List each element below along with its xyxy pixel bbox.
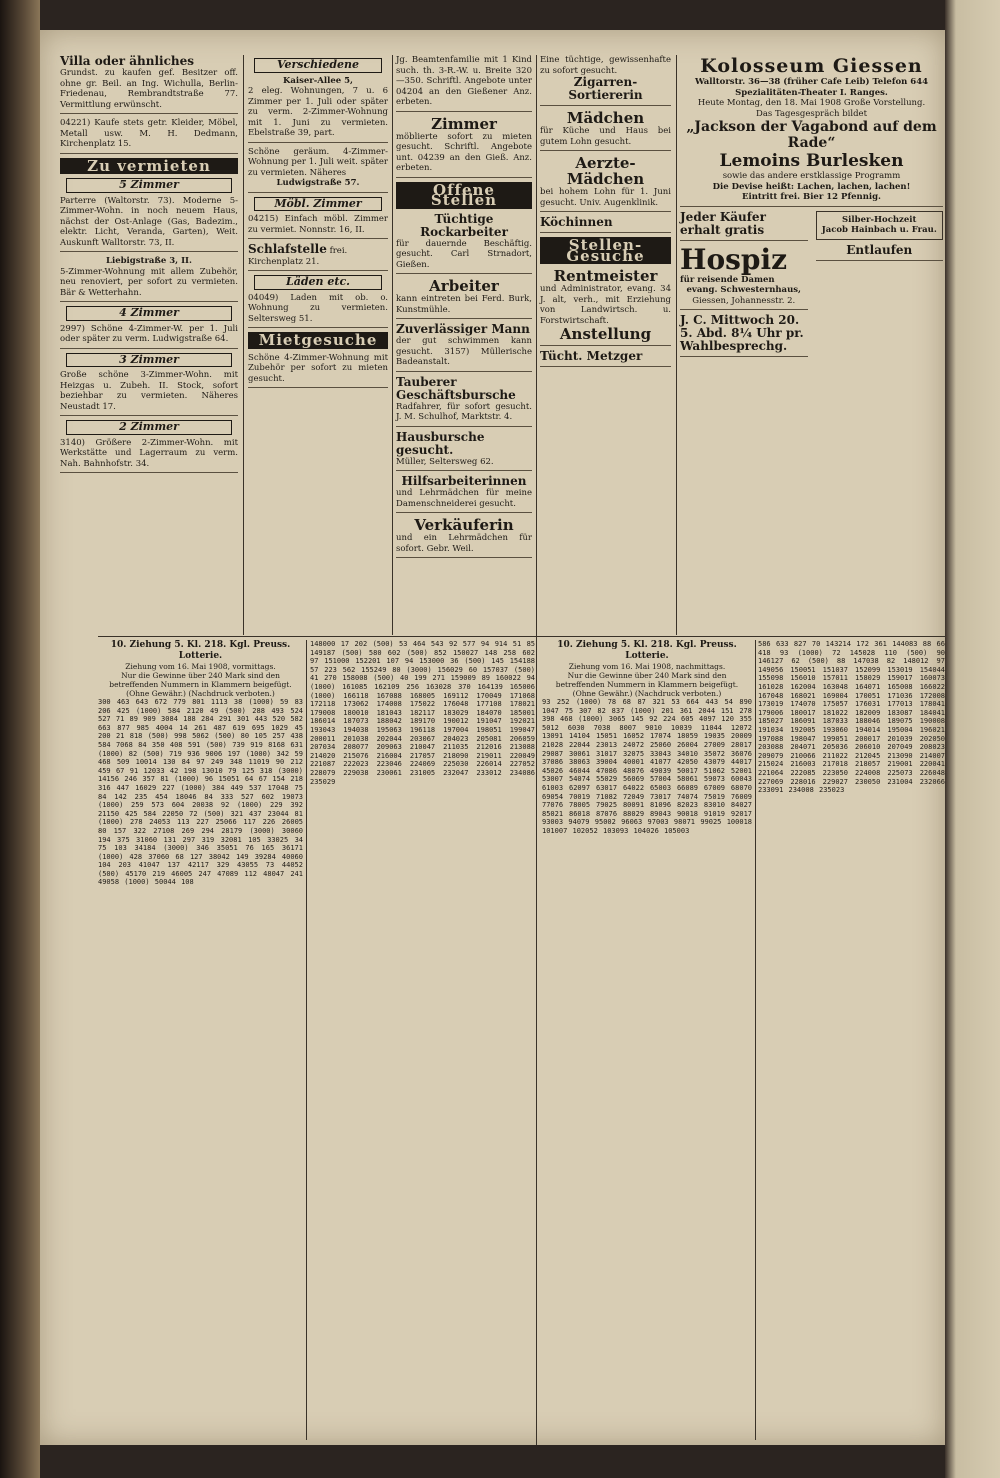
ad-jeder: [680, 211, 808, 241]
category-heading: Möbl. Zimmer: [254, 197, 382, 212]
lottery-numbers: 93 252 (1000) 78 68 87 321 53 664 443 54 890 1047 75 307 82 837 (1000) 201 361 2044 151 278 398 468 (1000) 3065 145 92 224 605 4097 120 355 5012 6030 7038 8007 9010 10039 11044 12072 13091 14104 15051 16052 17074 18059 19035 20009 21028 22044 23013 24072 25060 26004 27009 28017 29087 30061 31017 32075 33043 34010 35072 36076 37086 38063 39004 40001 41077 42050 43079 44017 45026 46044 47086 48076 49039 50017 51062 52001 53007 54074 55029 56069 57004 58061 59073 60043 61003 62097 63017 64022 65003 66089 67009 68070 69054 70019 71082 72049 73017 74074 75019 76009 77076 78005 79025 80091 81096 82023 83010 84027 85021 86018 87076 88029 89043 90018 91019 92017 93003 94079 95002 96063 97003 98071 99025 100018 101007 102052 103093 104026 105003: [542, 698, 752, 835]
ad-text: Walltorstr. 36—38 (früher Cafe Leib) Telefon 644: [694, 77, 929, 87]
ad-zimmer: [396, 116, 532, 178]
ad-heading: Silber-Hochzeit: [842, 214, 917, 225]
ad-heading: Ludwigstraße 57.: [276, 178, 360, 188]
ad-text: sowie das andere erstklassige Programm: [722, 171, 901, 181]
ad-heading: Tüchtige Rockarbeiter: [420, 211, 508, 239]
section-banner: Zu vermieten: [60, 158, 238, 175]
ad-text: 5-Zimmer-Wohnung mit allem Zubehör, neu renoviert, per sofort zu vermieten. Bär & Wetterhahn.: [60, 266, 238, 298]
ad-hausbursche: [396, 431, 532, 472]
ad-text: Parterre (Waltorstr. 73). Moderne 5-Zimmer-Wohn. in noch neuem Haus, nächst der Ost-Anlage (Gas, Badezim., elektr. Licht, Veranda, Garten), Weit. Auskunft Walltorstr. 73, II.: [60, 195, 238, 248]
lottery-list-morning: [98, 640, 303, 1435]
ad-text: 04215) Einfach möbl. Zimmer zu vermiet. Nonnstr. 16, II.: [248, 214, 388, 235]
ad-text: Spezialitäten-Theater I. Ranges.: [735, 87, 888, 98]
ad-heading: „Jackson der Vagabond auf dem Rade“: [686, 119, 937, 151]
category-heading: 4 Zimmer: [66, 306, 232, 321]
ad-text: und ein Lehrmädchen für sofort. Gebr. Weil.: [396, 533, 532, 554]
ad-kaiser: [248, 76, 388, 143]
ad-liebig: [60, 256, 238, 302]
ad-schlafstelle: [248, 243, 388, 271]
ad-rentmeister: [540, 268, 671, 346]
ad-geschaeftsbursche: [396, 376, 532, 427]
ad-text: Jacob Hainbach u. Frau.: [821, 225, 937, 235]
ad-text: Müller, Seltersweg 62.: [396, 456, 494, 467]
ad-heading: erhalt gratis: [680, 222, 765, 237]
lottery-list-morning-cont: [310, 640, 535, 1435]
classifieds-column-3: [394, 55, 534, 633]
lottery-heading: 10. Ziehung 5. Kl. 218. Kgl. Preuss. Lotterie.: [557, 640, 737, 661]
ad-heading: Tücht. Metzger: [540, 349, 643, 363]
ad-heading: Köchinnen: [540, 215, 613, 229]
ad-koechinnen: [540, 216, 671, 233]
ad-verkaeuferin: [396, 517, 532, 558]
ad-text: Grundst. zu kaufen gef. Besitzer off. ohne gr. Beil. an Ing. Wichulla, Berlin-Friedenau, Rembrandtstraße 77. Vermittlung erwünscht.: [60, 68, 238, 110]
ad-text: Jg. Beamtenfamilie mit 1 Kind such. th. 3-R.-W. u. Breite 320—350. Schriftl. Angebote unter 04204 an den Gießener Anz. erbeten.: [396, 55, 532, 107]
ad-ludwig: [248, 147, 388, 193]
ad-text: für Küche und Haus bei gutem Lohn gesucht.: [540, 126, 671, 147]
ad-heading: Anstellung: [559, 325, 652, 343]
ad-heading: Villa oder ähnliches: [60, 55, 195, 68]
binding-spine: [0, 0, 40, 1478]
ad-heading: Kolosseum Giessen: [700, 55, 923, 77]
ad-text: 04221) Kaufe stets getr. Kleider, Möbel, Metall usw. M. H. Dedmann, Kirchenplatz 15.: [60, 118, 238, 149]
ad-heading: Kaiser-Allee 5,: [282, 75, 354, 86]
ad-text: Schöne geräum. 4-Zimmer-Wohnung per 1. Juli weit. später zu vermieten. Näheres: [248, 146, 388, 178]
ad-kolosseum: [680, 55, 943, 207]
column-rule: [306, 640, 307, 1440]
ad-kaufe: [60, 118, 238, 154]
ad-mann: [396, 323, 532, 372]
ad-text: kann eintreten bei Ferd. Burk, Kunstmühle.: [396, 294, 532, 315]
ad-mobl: [248, 214, 388, 239]
ad-heading: Liebigstraße 3, II.: [106, 256, 192, 266]
ad-arbeiter: [396, 278, 532, 319]
category-heading: 5 Zimmer: [66, 178, 232, 193]
ad-zigarren: [540, 55, 671, 106]
ad-text: Die Devise heißt: Lachen, lachen, lachen!: [712, 181, 911, 192]
ad-laden: [248, 293, 388, 329]
ad-heading: J. C. Mittwoch 20. 5. Abd. 8¼ Uhr pr. Wahlbesprechg.: [680, 313, 804, 353]
ad-heading: Schlafstelle: [248, 242, 327, 256]
ad-text: Eintritt frei. Bier 12 Pfennig.: [741, 192, 882, 202]
column-rule: [536, 55, 537, 1445]
ad-text: Radfahrer, für sofort gesucht. J. M. Schulhof, Marktstr. 4.: [396, 401, 532, 422]
ad-silber: [816, 211, 944, 240]
ad-text: Das Tagesgespräch bildet: [756, 108, 867, 119]
adjacent-page-edge: [945, 0, 1000, 1478]
category-heading: 2 Zimmer: [66, 420, 232, 435]
ad-zimmer3: [60, 370, 238, 416]
ad-text: möblierte sofort zu mieten gesucht. Schriftl. Angebote unt. 04239 an den Gieß. Anz. erbeten.: [396, 131, 532, 173]
ad-heading: Hausbursche gesucht.: [396, 429, 485, 457]
ad-heading: Hospiz: [680, 242, 788, 276]
column-rule: [676, 55, 677, 635]
ad-heading: Lemoins Burlesken: [719, 151, 904, 171]
ad-zimmer5: [60, 196, 238, 253]
ad-text: für dauernde Beschäftig. gesucht. Carl Strnadort, Gießen.: [396, 238, 532, 270]
ad-zimmer2: [60, 438, 238, 474]
ad-heading: Zigarren-Sortiererin: [568, 75, 643, 102]
lottery-date: Ziehung vom 16. Mai 1908, vormittags.: [125, 662, 276, 671]
ad-entlaufen: [816, 244, 944, 261]
ad-mittwoch: [680, 314, 808, 357]
lottery-note: Nur die Gewinne über 240 Mark sind den betreffenden Nummern in Klammern beigefügt.: [109, 671, 292, 689]
ad-zimmer4: [60, 324, 238, 349]
ad-text: 04049) Laden mit ob. o. Wohnung zu vermieten. Seltersweg 51.: [248, 292, 388, 324]
ad-heading: Hilfsarbeiterinnen: [401, 474, 527, 488]
section-banner: Mietgesuche: [248, 332, 388, 349]
lottery-numbers: 586 633 827 70 143214 172 361 144083 88 66 418 93 (1000) 72 145028 110 (500) 90 146127 62 (500) 88 147038 82 148012 97 149056 150051 151037 152099 153019 154044 155098 156010 157011 158029 159017 160073 161028 162004 163048 164071 165008 166022 167048 168021 169004 170051 171036 172008 173019 174070 175057 176031 177013 178041 179006 180017 181022 182009 183087 184041 185027 186091 187033 188046 189075 190008 191034 192005 193060 194014 195004 196021 197088 198047 199051 200017 201039 202050 203088 204071 205036 206010 207049 208023 209079 210066 211022 212045 213090 214007 215024 216003 217018 218057 219001 220041 221064 222085 223050 224008 225073 226048 227069 228016 229027 230050 231004 232066 233091 234008 235023: [758, 640, 945, 795]
ad-heading: Zimmer: [431, 114, 497, 133]
lottery-numbers: 148000 17 202 (500) 53 464 543 92 577 94 914 51 85 149187 (500) 580 602 (500) 852 150027 148 258 602 97 151000 152201 107 94 153000 36 (500) 145 154188 57 223 562 155249 80 (3000) 156029 60 157037 (500) 41 270 158008 (500) 40 199 271 159009 89 160022 94 (1000) 161085 162109 256 163028 370 164139 165006 (1000) 166118 167088 168005 169112 170049 171068 172118 173062 174008 175022 176048 177108 178021 179008 180010 181043 182117 183029 184070 185001 186014 187073 188042 189170 190012 191047 192021 193043 194038 195063 196118 197004 198051 199047 200011 201038 202044 203067 204023 205081 206059 207034 208077 209063 210047 211035 212016 213088 214020 215076 216004 217057 218090 219011 220049 221087 222023 223046 224069 225030 226014 227052 228079 229038 230061 231005 232047 233012 234086 235029: [310, 640, 535, 786]
ad-beamte: [396, 55, 532, 112]
classifieds-column-1: [58, 55, 240, 633]
ad-heading: Jeder Käufer: [680, 209, 766, 224]
ad-hilfsarbeiterinnen: [396, 475, 532, 513]
ad-text: Eine tüchtige, gewissenhafte zu sofort gesucht.: [540, 55, 671, 76]
ad-heading: Aerzte-Mädchen: [566, 154, 645, 188]
ad-heading: Tauberer Geschäftsbursche: [396, 374, 516, 402]
category-heading: Verschiedene: [254, 58, 382, 73]
ad-villa: [60, 55, 238, 114]
column-rule: [755, 640, 756, 1440]
ad-text: evang. Schwesternhaus,: [686, 285, 801, 295]
ad-text: Große schöne 3-Zimmer-Wohn. mit Heizgas u. Zubeh. II. Stock, sofort beziehbar zu vermieten. Näheres Neustadt 17.: [60, 370, 238, 412]
ad-rockarbeiter: [396, 213, 532, 275]
ad-aerzte: [540, 155, 671, 212]
ad-metzger: [540, 350, 671, 367]
ad-text: frei. Kirchenplatz 21.: [248, 246, 348, 267]
ad-hospiz: [680, 242, 808, 311]
section-rule: [98, 636, 945, 637]
ad-text: der gut schwimmen kann gesucht. 3157) Müllerische Badeanstalt.: [396, 336, 532, 367]
ad-heading: Verkäuferin: [414, 516, 514, 534]
classifieds-column-4: [538, 55, 673, 633]
column-rule: [392, 55, 393, 635]
ad-text: und Lehrmädchen für meine Damenschneiderei gesucht.: [396, 488, 532, 509]
ad-text: Schöne 4-Zimmer-Wohnung mit Zubehör per sofort zu mieten gesucht.: [248, 352, 388, 384]
ad-text: 3140) Größere 2-Zimmer-Wohn. mit Werkstätte und Lagerraum zu verm. Nah. Bahnhofstr. 34.: [60, 437, 238, 469]
ad-heading: Zuverlässiger Mann: [396, 322, 530, 336]
ad-text: 2 eleg. Wohnungen, 7 u. 6 Zimmer per 1. Juli oder später zu verm. 2-Zimmer-Wohnung mit 1. Juni zu vermieten. Ebelstraße 39, part.: [248, 86, 388, 138]
section-banner: Stellen-Gesuche: [540, 237, 671, 264]
lottery-heading: 10. Ziehung 5. Kl. 218. Kgl. Preuss. Lotterie.: [110, 640, 291, 661]
ad-text: bei hohem Lohn für 1. Juni gesucht. Univ. Augenklinik.: [540, 187, 671, 208]
lottery-disclaimer: (Ohne Gewähr.) (Nachdruck verboten.): [572, 689, 722, 698]
lottery-note: Nur die Gewinne über 240 Mark sind den betreffenden Nummern in Klammern beigefügt.: [555, 671, 739, 689]
ad-text: Heute Montag, den 18. Mai 1908 Große Vorstellung.: [697, 98, 926, 108]
ad-text: 2997) Schöne 4-Zimmer-W. per 1. Juli oder später zu verm. Ludwigstraße 64.: [60, 323, 238, 344]
ad-miet: [248, 353, 388, 389]
category-heading: 3 Zimmer: [66, 353, 232, 368]
ad-text: Giessen, Johannesstr. 2.: [692, 295, 796, 306]
section-banner: Offene Stellen: [396, 182, 532, 209]
ad-text: und Administrator, evang. 34 J. alt, verh., mit Erziehung von Landwirtsch. u. Forstwirtschaft.: [540, 284, 671, 326]
classifieds-column-2: [246, 55, 390, 633]
lottery-disclaimer: (Ohne Gewähr.) (Nachdruck verboten.): [126, 689, 275, 698]
ad-heading: Entlaufen: [846, 242, 913, 257]
lottery-date: Ziehung vom 16. Mai 1908, nachmittags.: [568, 662, 726, 671]
lottery-numbers: 300 463 643 672 779 801 1113 38 (1000) 59 83 206 425 (1000) 584 2120 49 (500) 288 493 524 527 71 89 909 3084 188 284 291 301 443 520 582 663 877 985 4004 14 261 487 619 695 1029 45 200 21 818 (500) 998 5062 (500) 80 105 257 438 584 7068 84 350 408 591 (500) 739 919 8168 631 (1000) 82 (500) 719 936 9006 197 (1000) 342 59 468 509 10014 130 84 97 249 348 11019 90 212 459 67 91 12033 42 198 13010 79 125 318 (3000) 14156 246 357 81 (1000) 96 15051 64 67 154 218 316 447 16029 227 (1000) 384 449 537 17048 75 84 142 235 454 18046 84 333 527 602 19073 (1000) 259 573 604 20038 92 (1000) 229 392 21150 425 584 22050 72 (500) 321 437 23044 81 (1000) 278 24053 113 227 25066 117 226 26005 80 157 322 27108 269 294 28179 (3000) 30060 194 375 31060 131 297 319 32081 105 33025 34 75 103 34184 (3000) 346 35051 76 165 36171 (1000) 428 37060 68 127 38042 149 39284 40060 104 203 41047 137 42117 329 43055 73 44052 (500) 45170 219 46005 247 47089 112 48047 241 49058 (1000) 50044 108: [98, 698, 303, 887]
ad-maedchen: [540, 110, 671, 151]
ad-heading: Arbeiter: [429, 277, 499, 295]
lottery-list-afternoon: [542, 640, 752, 1435]
lottery-list-afternoon-cont: [758, 640, 945, 1435]
column-rule: [243, 55, 244, 635]
category-heading: Läden etc.: [254, 275, 382, 290]
classifieds-column-5: [678, 55, 945, 633]
ad-heading: Rentmeister: [553, 267, 658, 285]
ad-heading: Mädchen: [566, 109, 645, 127]
ad-text: für reisende Damen: [680, 274, 775, 285]
